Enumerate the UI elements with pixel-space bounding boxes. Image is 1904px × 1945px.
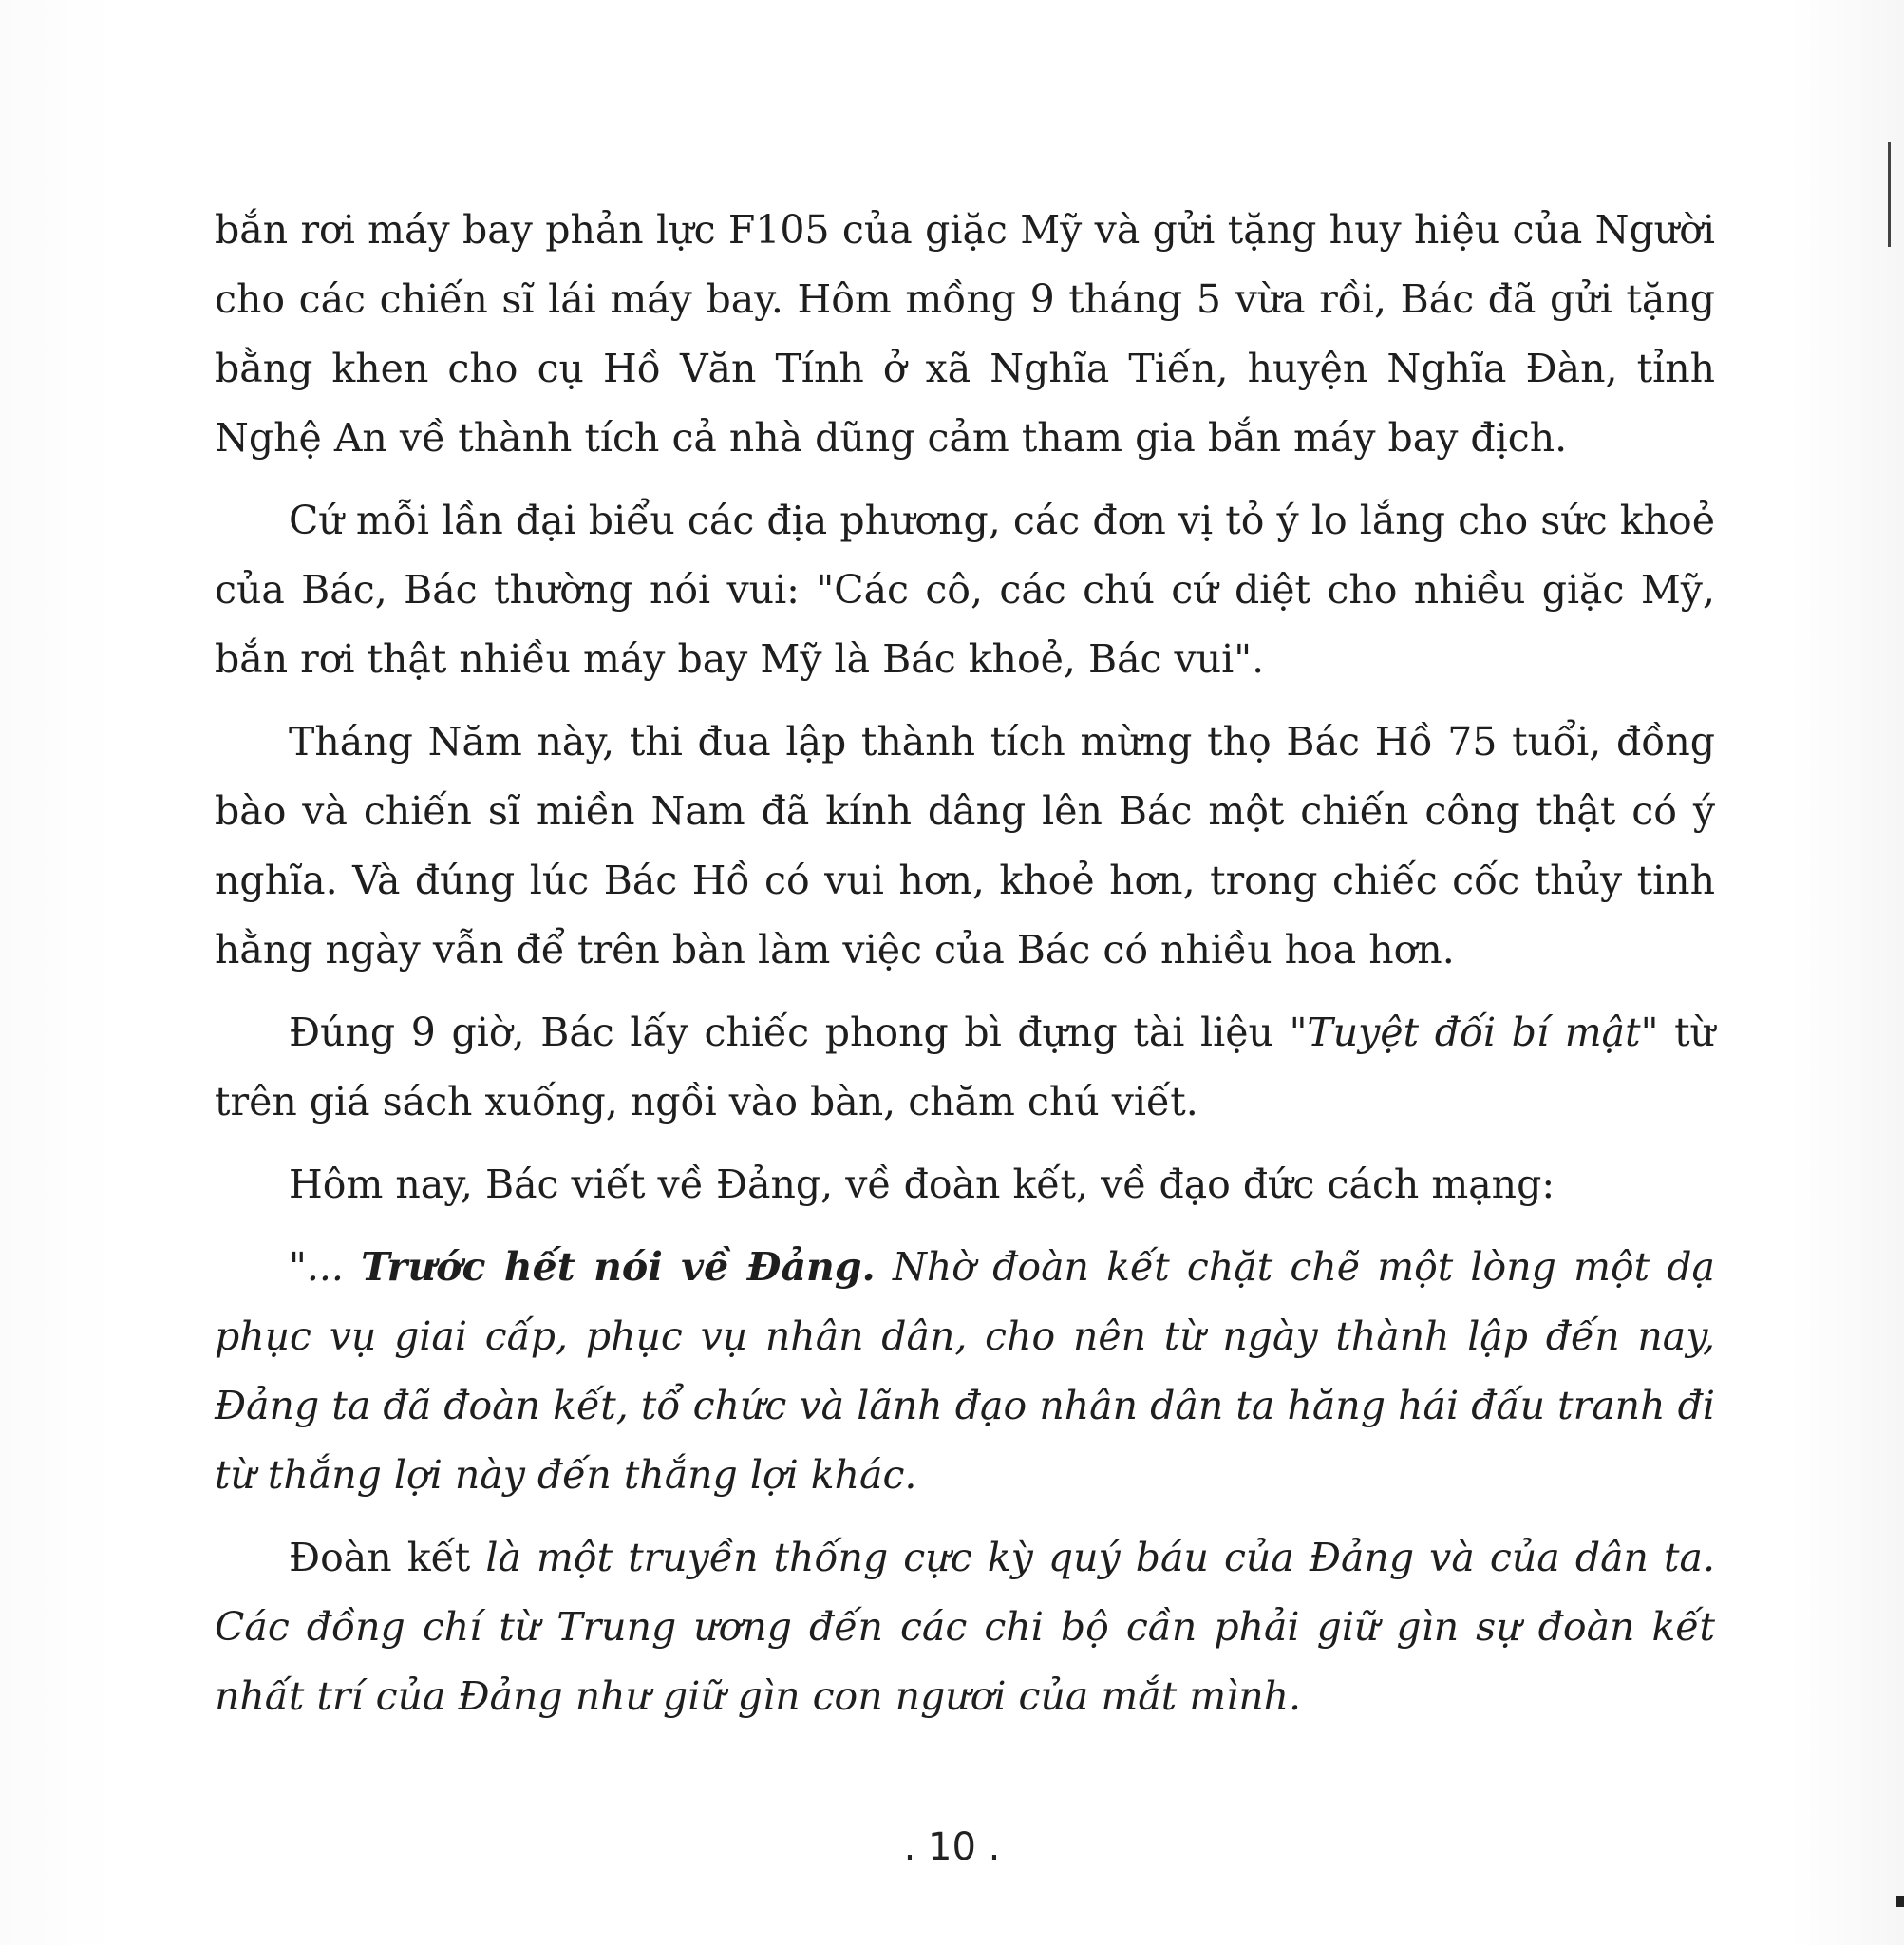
page-edge-shadow: [1888, 142, 1891, 247]
paragraph-4-text-b: từ trên giá sách xuống, ngồi vào bàn, chăm chú viết.: [215, 1010, 1715, 1124]
quote-text-1: Nhờ đoàn kết chặt chẽ một lòng một dạ phục vụ giai cấp, phục vụ nhân dân, cho nên từ ngày thành lập đến nay, Đảng ta đã đoàn kết, tổ chức và lãnh đạo nhân dân ta hăng hái đấu tranh đi từ thắng lợi này đến thắng lợi khác.: [215, 1244, 1716, 1498]
page-edge-corner: [1896, 1896, 1904, 1907]
quote-paragraph-2: [215, 1523, 1715, 1731]
paragraph-4-text-a: Đúng 9 giờ, Bác lấy chiếc phong bì đựng tài liệu: [289, 1010, 1290, 1055]
quote-paragraph-1: [215, 1233, 1715, 1510]
quote-emphasis: Đoàn kết: [289, 1535, 471, 1580]
paragraph-5: Hôm nay, Bác viết về Đảng, về đoàn kết, về đạo đức cách mạng:: [289, 1161, 1555, 1207]
quote-heading: Trước hết nói về Đảng.: [361, 1244, 876, 1290]
paragraph-4-italic-title: "Tuyệt đối bí mật": [1289, 1010, 1659, 1055]
paragraph-2: Cứ mỗi lần đại biểu các địa phương, các đơn vị tỏ ý lo lắng cho sức khoẻ của Bác, Bác thường nói vui: "Các cô, các chú cứ diệt cho nhiều giặc Mỹ, bắn rơi thật nhiều máy bay Mỹ là Bác khoẻ, Bác vui".: [215, 498, 1715, 682]
quote-text-2: là một truyền thống cực kỳ quý báu của Đảng và của dân ta. Các đồng chí từ Trung ương đến các chi bộ cần phải giữ gìn sự đoàn kết nhất trí của Đảng như giữ gìn con ngươi của mắt mình.: [215, 1535, 1715, 1719]
body-text: [215, 196, 1715, 1745]
quote-open: "...: [289, 1244, 362, 1290]
paragraph-3: Tháng Năm này, thi đua lập thành tích mừng thọ Bác Hồ 75 tuổi, đồng bào và chiến sĩ miền Nam đã kính dâng lên Bác một chiến công thật có ý nghĩa. Và đúng lúc Bác Hồ có vui hơn, khoẻ hơn, trong chiếc cốc thủy tinh hằng ngày vẫn để trên bàn làm việc của Bác có nhiều hoa hơn.: [215, 719, 1715, 972]
paragraph-4: [215, 998, 1715, 1137]
page-number: . 10 .: [903, 1825, 1001, 1869]
paragraph-1: bắn rơi máy bay phản lực F105 của giặc Mỹ và gửi tặng huy hiệu của Người cho các chiến sĩ lái máy bay. Hôm mồng 9 tháng 5 vừa rồi, Bác đã gửi tặng bằng khen cho cụ Hồ Văn Tính ở xã Nghĩa Tiến, huyện Nghĩa Đàn, tỉnh Nghệ An về thành tích cả nhà dũng cảm tham gia bắn máy bay địch.: [215, 207, 1715, 461]
